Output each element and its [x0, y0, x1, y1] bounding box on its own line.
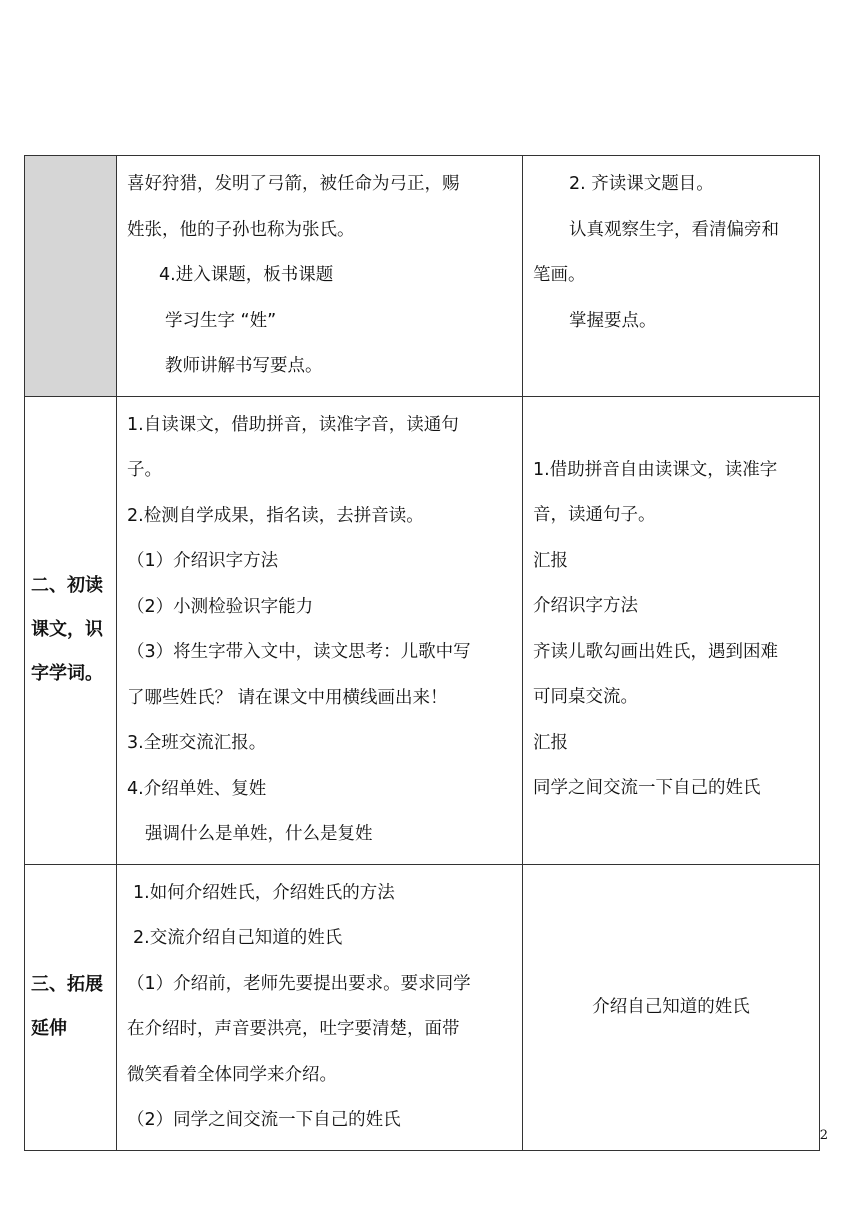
student-line: 汇报 [533, 550, 568, 571]
student-line: 同学之间交流一下自己的姓氏 [533, 778, 761, 798]
student-line: 2. 齐读课文题目。 [569, 174, 714, 194]
stage-cell [25, 156, 117, 397]
teacher-line: 教师讲解书写要点。 [165, 356, 323, 376]
student-line: 1.借助拼音自由读课文，读准字 [533, 459, 778, 480]
lesson-plan-table [24, 155, 820, 1151]
table-row [25, 864, 820, 1150]
teacher-line: 在介绍时，声音要洪亮，吐字要清楚，面带 [127, 1019, 460, 1039]
student-line: 可同桌交流。 [533, 687, 638, 707]
teacher-line: 学习生字 “姓” [165, 310, 277, 331]
teacher-line: （1）介绍前，老师先要提出要求。要求同学 [127, 973, 471, 994]
teacher-line: 2.交流介绍自己知道的姓氏 [133, 928, 343, 948]
teacher-line: （3）将生字带入文中，读文思考：儿歌中写 [127, 642, 471, 662]
teacher-line: 了哪些姓氏？ 请在课文中用横线画出来！ [127, 687, 448, 708]
student-line: 认真观察生字，看清偏旁和 [569, 219, 779, 240]
student-line: 笔画。 [533, 265, 586, 285]
teacher-line: 2.检测自学成果，指名读，去拼音读。 [127, 505, 424, 526]
teacher-line: 1.如何介绍姓氏，介绍姓氏的方法 [133, 882, 395, 903]
student-line: 齐读儿歌勾画出姓氏，遇到困难 [533, 641, 778, 662]
student-line: 介绍识字方法 [533, 596, 638, 616]
stage-label: 二、初读 [31, 575, 103, 596]
student-activity-cell [523, 156, 820, 397]
table-row [25, 156, 820, 397]
teacher-line: 姓张，他的子孙也称为张氏。 [127, 219, 355, 240]
teacher-line: 微笑看着全体同学来介绍。 [127, 1064, 337, 1085]
teacher-line: 强调什么是单姓，什么是复姓 [145, 824, 373, 844]
student-activity-cell [523, 396, 820, 864]
stage-cell [25, 396, 117, 864]
stage-cell [25, 864, 117, 1150]
teacher-activity-cell [117, 864, 523, 1150]
page-number: 2 [819, 1128, 828, 1143]
teacher-line: 1.自读课文，借助拼音，读准字音，读通句 [127, 414, 459, 435]
student-line: 介绍自己知道的姓氏 [592, 996, 750, 1017]
student-line: 汇报 [533, 732, 568, 753]
student-line: 音，读通句子。 [533, 505, 656, 525]
teacher-line: 4.进入课题，板书课题 [159, 265, 334, 285]
stage-label: 三、拓展 [31, 974, 103, 995]
student-activity-cell [523, 864, 820, 1150]
teacher-activity-cell [117, 396, 523, 864]
teacher-line: 3.全班交流汇报。 [127, 733, 267, 753]
stage-label: 字学词。 [31, 663, 103, 684]
teacher-line: （2）同学之间交流一下自己的姓氏 [127, 1110, 401, 1130]
stage-label: 延伸 [31, 1018, 67, 1039]
stage-label: 课文，识 [31, 619, 103, 640]
teacher-line: 子。 [127, 460, 162, 480]
teacher-line: （2）小测检验识字能力 [127, 596, 314, 617]
teacher-line: （1）介绍识字方法 [127, 551, 279, 571]
teacher-activity-cell [117, 156, 523, 397]
student-line: 掌握要点。 [569, 310, 657, 331]
teacher-line: 喜好狩猎，发明了弓箭，被任命为弓正，赐 [127, 174, 460, 194]
teacher-line: 4.介绍单姓、复姓 [127, 778, 267, 799]
table-row [25, 396, 820, 864]
